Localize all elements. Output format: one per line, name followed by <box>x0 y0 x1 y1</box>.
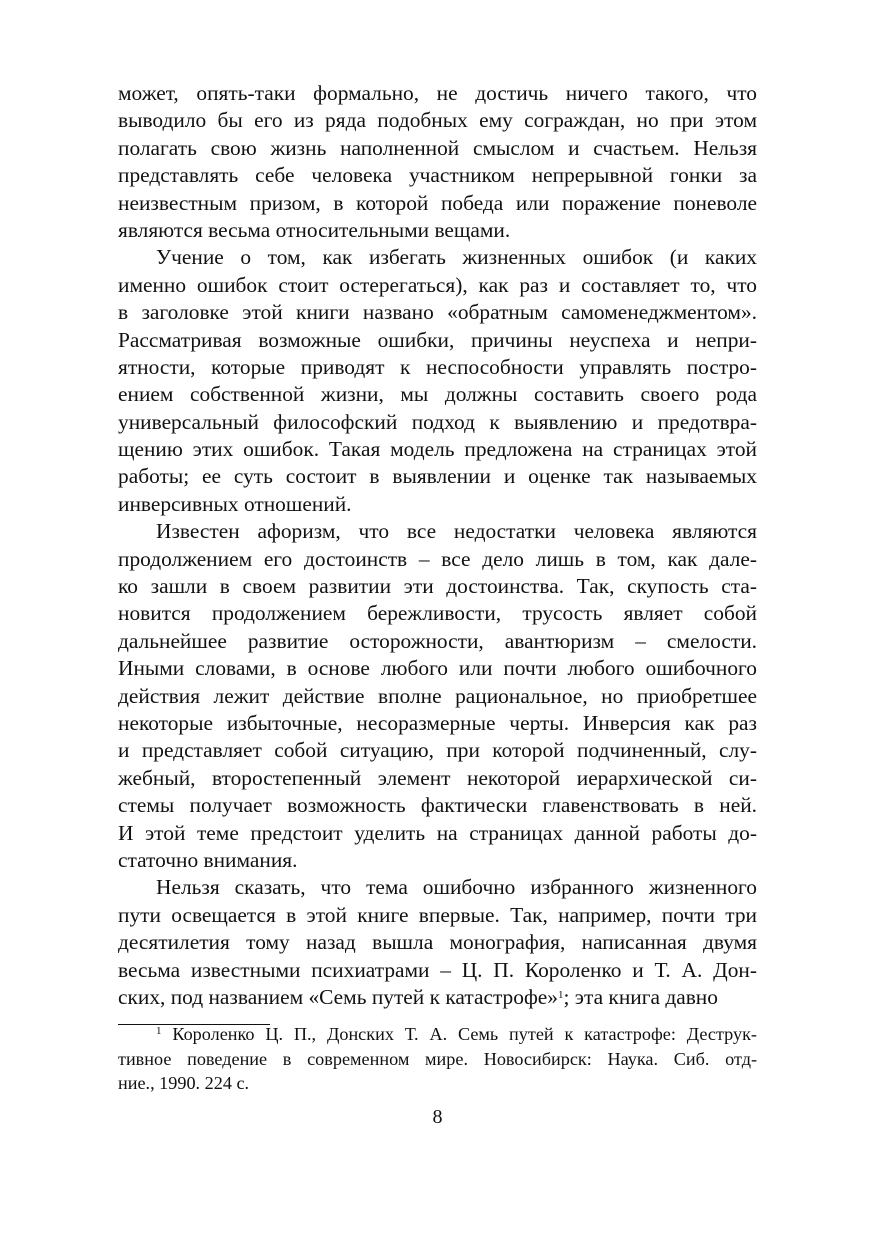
text-line: ением собственной жизни, мы должны составить своего рода <box>118 382 757 407</box>
text-line: действия лежит действие вполне рациональное, но приобретшее <box>118 683 757 708</box>
text-line: неизвестным призом, в которой победа или поражение поневоле <box>118 190 757 215</box>
text-line: некоторые избыточные, несоразмерные черты. Инверсия как раз <box>118 710 757 735</box>
text-line: продолжением его достоинств – все дело лишь в том, как дале- <box>118 546 757 571</box>
text-line: Иными словами, в основе любого или почти любого ошибочного <box>118 656 757 681</box>
text-line: полагать свою жизнь наполненной смыслом и счастьем. Нельзя <box>118 135 757 160</box>
text-line: Нельзя сказать, что тема ошибочно избранного жизненного <box>156 875 757 900</box>
text-line: представлять себе человека участником непрерывной гонки за <box>118 163 757 188</box>
page-number: 8 <box>432 1106 443 1128</box>
text-line: ко зашли в своем развитии эти достоинства. Так, скупость ста- <box>118 574 757 599</box>
text-line: Рассматривая возможные ошибки, причины неуспеха и непри- <box>118 327 757 352</box>
text-line: щению этих ошибок. Такая модель предложена на страницах этой <box>118 437 757 462</box>
text-line: жебный, второстепенный элемент некоторой иерархической си- <box>118 765 757 790</box>
footnote-reference-line <box>118 984 757 1011</box>
footnote-line: ние., 1990. 224 с. <box>118 1073 250 1093</box>
footnote-line: тивное поведение в современном мире. Новосибирск: Наука. Сиб. отд- <box>118 1048 757 1069</box>
text-line: И этой теме предстоит уделить на страницах данной работы до- <box>118 820 757 845</box>
line-text-before-ref: ских, под названием «Семь путей к катастрофе» <box>118 984 558 1009</box>
text-line: работы; ее суть состоит в выявлении и оценке так называемых <box>118 464 757 489</box>
text-line: в заголовке этой книги названо «обратным самоменеджментом». <box>118 300 757 325</box>
footnote-line-text: Короленко Ц. П., Донских Т. А. Семь путей к катастрофе: Деструк- <box>161 1024 757 1044</box>
text-line: универсальный философский подход к выявлению и предотвра- <box>118 409 757 434</box>
text-line: ятности, которые приводят к неспособности управлять постро- <box>118 354 757 379</box>
text-line: Учение о том, как избегать жизненных ошибок (и каких <box>156 245 757 270</box>
footnote-line <box>118 1022 757 1047</box>
text-line: являются весьма относительными вещами. <box>118 217 511 242</box>
text-line: именно ошибок стоит остерегаться), как раз и составляет то, что <box>118 272 757 297</box>
line-text-after-ref: ; эта книга давно <box>563 984 718 1009</box>
text-line: пути освещается в этой книге впервые. Так, например, почти три <box>118 902 757 927</box>
text-line: статочно внимания. <box>118 847 298 872</box>
text-line: десятилетия тому назад вышла монография, написанная двумя <box>118 930 757 955</box>
text-line: весьма известными психиатрами – Ц. П. Короленко и Т. А. Дон- <box>118 957 757 982</box>
text-line: новится продолжением бережливости, трусость являет собой <box>118 601 757 626</box>
footnote-mark: 1 <box>156 1024 162 1037</box>
text-line: выводило бы его из ряда подобных ему сограждан, но при этом <box>118 108 757 133</box>
main-text <box>118 80 757 984</box>
text-line: Известен афоризм, что все недостатки человека являются <box>156 519 757 544</box>
page-body <box>118 80 757 1093</box>
footnotes <box>118 1022 757 1096</box>
text-line: может, опять-таки формально, не достичь ничего такого, что <box>118 81 757 105</box>
footnote-ref-mark[interactable]: 1 <box>558 988 564 1001</box>
text-line: стемы получает возможность фактически главенствовать в ней. <box>118 793 757 818</box>
text-line: дальнейшее развитие осторожности, авантюризм – смелости. <box>118 628 757 653</box>
text-line: и представляет собой ситуацию, при которой подчиненный, слу- <box>118 738 757 763</box>
text-line: инверсивных отношений. <box>118 491 352 516</box>
